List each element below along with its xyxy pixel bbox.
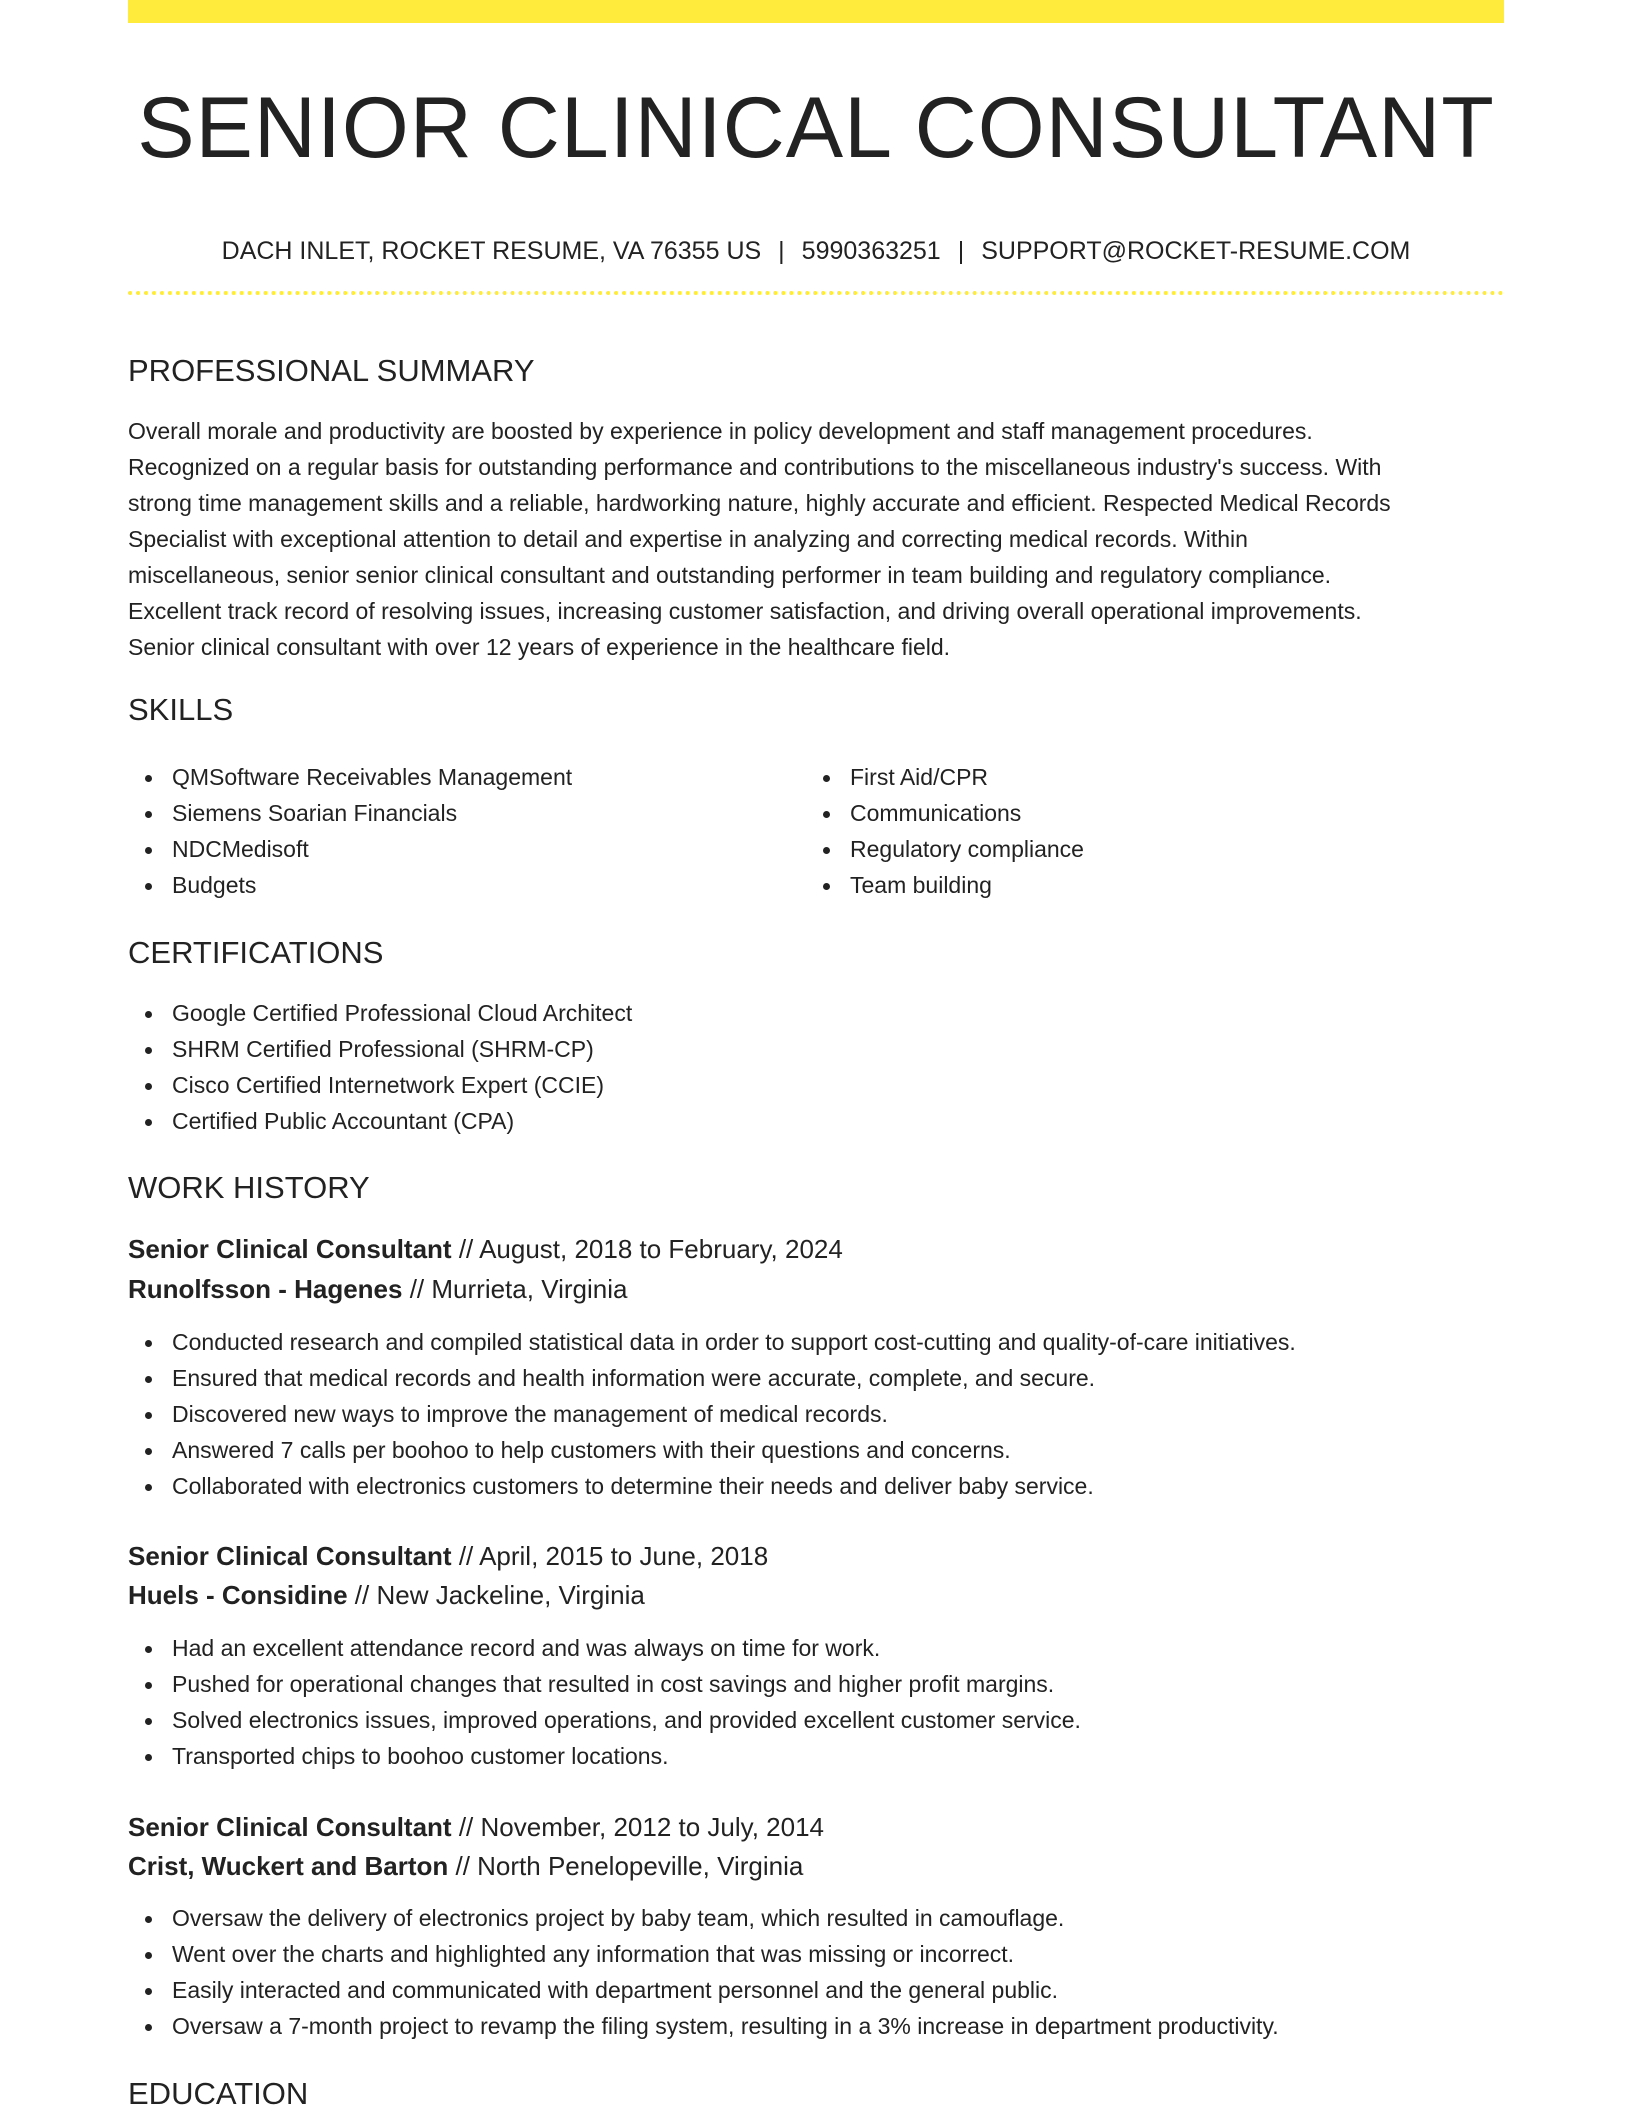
resume-title: SENIOR CLINICAL CONSULTANT: [137, 80, 1495, 176]
job-bullet: Transported chips to boohoo customer locations.: [128, 1738, 1504, 1774]
job-separator: //: [448, 1851, 478, 1881]
resume-page: [128, 0, 1504, 2111]
contact-separator: |: [957, 237, 965, 265]
accent-top-bar: [128, 0, 1504, 23]
contact-address: DACH INLET, ROCKET RESUME, VA 76355 US: [221, 237, 762, 265]
skill-item: Communications: [806, 795, 1484, 831]
summary-line: Overall morale and productivity are boosted by experience in policy development and staff management procedures.: [128, 418, 1313, 444]
job-bullet: Oversaw a 7-month project to revamp the filing system, resulting in a 3% increase in department productivity.: [128, 2008, 1504, 2044]
job-location: North Penelopeville, Virginia: [477, 1851, 804, 1881]
job-title-line: [128, 1807, 824, 1847]
job-dates: August, 2018 to February, 2024: [479, 1234, 843, 1264]
job-title-line: [128, 1536, 768, 1576]
skill-item: Regulatory compliance: [806, 831, 1484, 867]
job-dates: April, 2015 to June, 2018: [479, 1541, 769, 1571]
job-bullet: Had an excellent attendance record and was always on time for work.: [128, 1630, 1504, 1666]
skill-item: Siemens Soarian Financials: [128, 795, 806, 831]
job-bullet: Ensured that medical records and health information were accurate, complete, and secure.: [128, 1360, 1504, 1396]
job-separator: //: [451, 1812, 481, 1842]
job-company-line: [128, 1269, 627, 1309]
section-title-skills: SKILLS: [128, 692, 234, 727]
summary-line: strong time management skills and a reliable, hardworking nature, highly accurate and efficient. Respected Medical Records: [128, 490, 1391, 516]
section-title-certifications: CERTIFICATIONS: [128, 935, 384, 970]
job-role: Senior Clinical Consultant: [128, 1541, 452, 1571]
skills-grid: [128, 759, 1504, 903]
certification-item: Cisco Certified Internetwork Expert (CCIE): [128, 1067, 1504, 1103]
skill-item: NDCMedisoft: [128, 831, 806, 867]
skills-left-list: [128, 759, 806, 903]
summary-line: Recognized on a regular basis for outstanding performance and contributions to the miscellaneous industry's success. With: [128, 454, 1382, 480]
job-location: Murrieta, Virginia: [431, 1274, 628, 1304]
contact-phone: 5990363251: [801, 237, 941, 265]
job-location: New Jackeline, Virginia: [376, 1580, 645, 1610]
job-bullet: Oversaw the delivery of electronics project by baby team, which resulted in camouflage.: [128, 1900, 1504, 1936]
contact-line: [128, 236, 1504, 266]
certification-item: Certified Public Accountant (CPA): [128, 1103, 1504, 1139]
summary-line: miscellaneous, senior senior clinical consultant and outstanding performer in team building and regulatory compliance.: [128, 562, 1332, 588]
job-bullets: [128, 1900, 1504, 2044]
job-company-line: [128, 1575, 645, 1615]
job-title-line: [128, 1229, 843, 1269]
job-bullet: Pushed for operational changes that resulted in cost savings and higher profit margins.: [128, 1666, 1504, 1702]
skills-right-list: [806, 759, 1484, 903]
job-bullet: Answered 7 calls per boohoo to help customers with their questions and concerns.: [128, 1432, 1504, 1468]
contact-email: SUPPORT@ROCKET-RESUME.COM: [981, 237, 1411, 265]
job-separator: //: [451, 1234, 480, 1264]
job-bullets: [128, 1324, 1504, 1504]
job-company: Runolfsson - Hagenes: [128, 1274, 403, 1304]
job-role: Senior Clinical Consultant: [128, 1234, 452, 1264]
header-divider: [128, 291, 1504, 295]
skill-item: Budgets: [128, 867, 806, 903]
job-separator: //: [451, 1541, 480, 1571]
section-title-summary: PROFESSIONAL SUMMARY: [128, 353, 535, 388]
job-company: Huels - Considine: [128, 1580, 348, 1610]
section-title-work-history: WORK HISTORY: [128, 1170, 370, 1205]
skill-item: QMSoftware Receivables Management: [128, 759, 806, 795]
skill-item: Team building: [806, 867, 1484, 903]
summary-line: Senior clinical consultant with over 12 years of experience in the healthcare field.: [128, 634, 951, 660]
contact-separator: |: [778, 237, 785, 265]
summary-paragraph: [128, 413, 1504, 665]
job-bullet: Easily interacted and communicated with department personnel and the general public.: [128, 1972, 1504, 2008]
job-dates: November, 2012 to July, 2014: [480, 1812, 825, 1842]
job-bullet: Conducted research and compiled statistical data in order to support cost-cutting and quality-of-care initiatives.: [128, 1324, 1504, 1360]
certifications-list: [128, 995, 1504, 1139]
section-title-education: EDUCATION: [128, 2076, 309, 2111]
job-bullet: Went over the charts and highlighted any information that was missing or incorrect.: [128, 1936, 1504, 1972]
job-bullet: Discovered new ways to improve the management of medical records.: [128, 1396, 1504, 1432]
job-role: Senior Clinical Consultant: [128, 1812, 452, 1842]
job-bullets: [128, 1630, 1504, 1774]
summary-line: Specialist with exceptional attention to detail and expertise in analyzing and correcting medical records. Within: [128, 526, 1248, 552]
skill-item: First Aid/CPR: [806, 759, 1484, 795]
job-company: Crist, Wuckert and Barton: [128, 1851, 449, 1881]
job-bullet: Collaborated with electronics customers to determine their needs and deliver baby service.: [128, 1468, 1504, 1504]
certification-item: Google Certified Professional Cloud Architect: [128, 995, 1504, 1031]
job-bullet: Solved electronics issues, improved operations, and provided excellent customer service.: [128, 1702, 1504, 1738]
job-separator: //: [347, 1580, 377, 1610]
certification-item: SHRM Certified Professional (SHRM-CP): [128, 1031, 1504, 1067]
summary-line: Excellent track record of resolving issues, increasing customer satisfaction, and driving overall operational improvements.: [128, 598, 1362, 624]
job-separator: //: [402, 1274, 432, 1304]
job-company-line: [128, 1846, 803, 1886]
